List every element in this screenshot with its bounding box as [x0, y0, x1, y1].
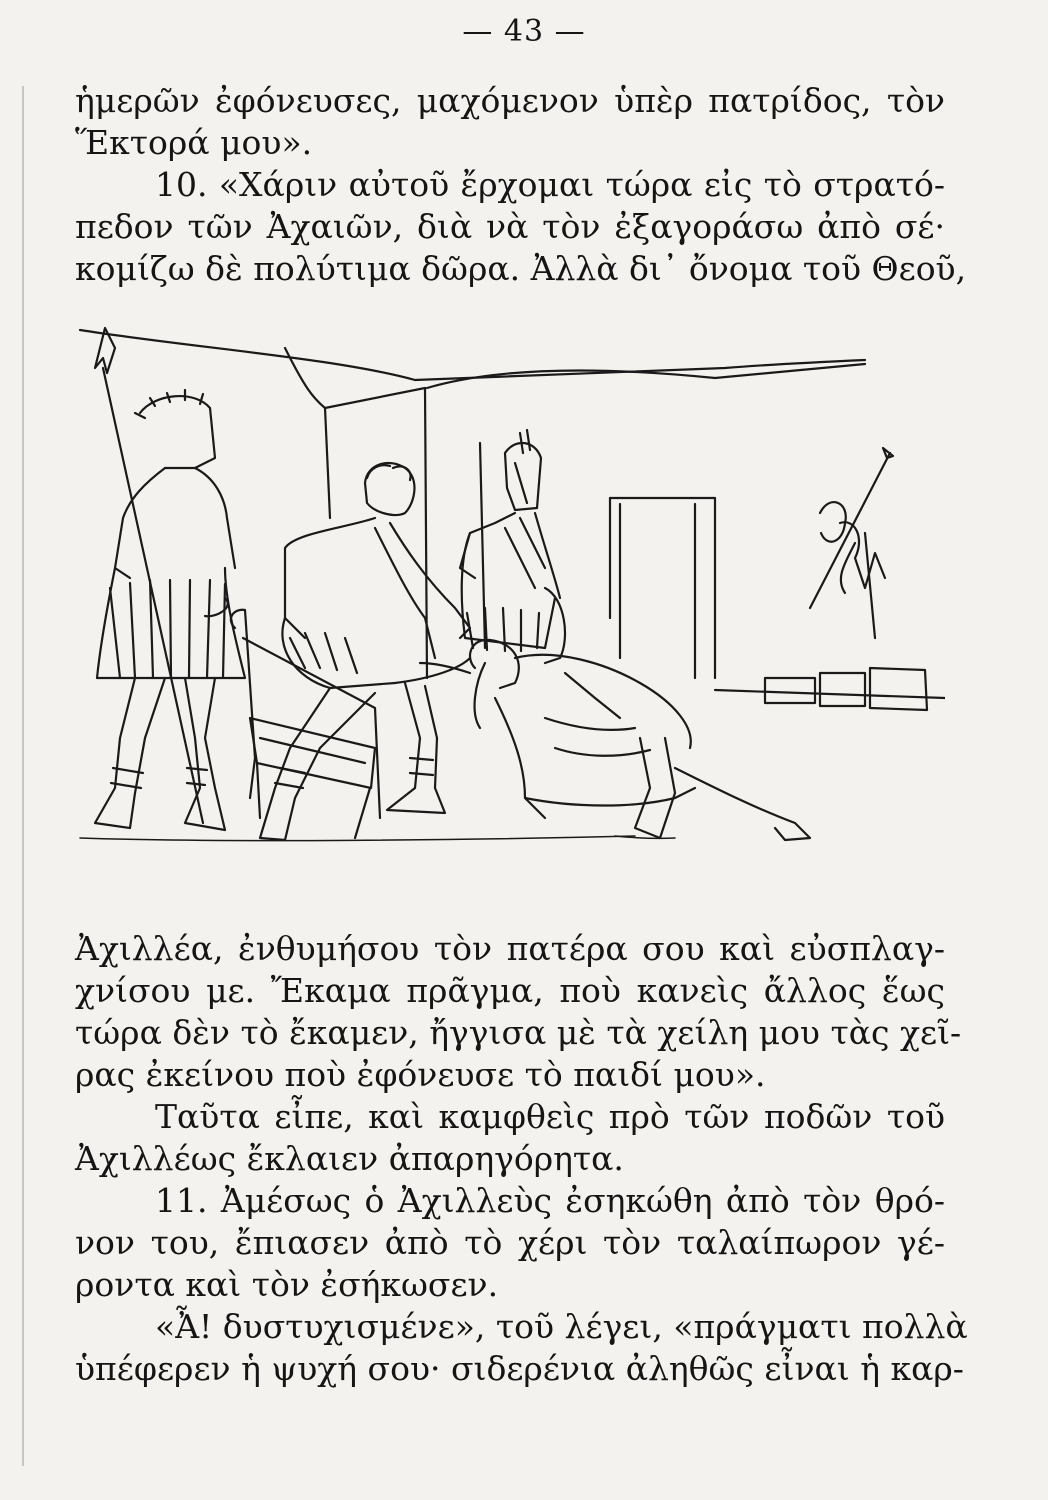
text-line: Ἕκτορά μου».	[75, 123, 313, 162]
text-line: ὑπέφερεν ἡ ψυχή σου· σιδερένια ἀληθῶς εἶναι ἡ καρ-	[75, 1349, 964, 1388]
top-paragraphs	[75, 80, 967, 290]
text-line: τώρα δὲν τὸ ἔκαμεν, ἤγγισα μὲ τὰ χείλη μου τὰς χεῖ-	[75, 1013, 962, 1052]
text-line: ρας ἐκείνου ποὺ ἐφόνευσε τὸ παιδί μου».	[75, 1055, 766, 1094]
text-line: Ἀχιλλέα, ἐνθυμήσου τὸν πατέρα σου καὶ εὐσπλαγ-	[75, 929, 945, 968]
text-line: κομίζω δὲ πολύτιμα δῶρα. Ἀλλὰ δι᾽ ὄνομα τοῦ Θεοῦ,	[75, 249, 967, 288]
page-number: — 43 —	[462, 14, 586, 49]
text-line: «Ἆ! δυστυχισμένε», τοῦ λέγει, «πράγματι πολλὰ	[155, 1307, 968, 1346]
text-line: Ταῦτα εἶπε, καὶ καμφθεὶς πρὸ τῶν ποδῶν τοῦ	[155, 1097, 945, 1136]
bottom-paragraphs	[75, 928, 968, 1390]
engraving-illustration	[75, 318, 945, 878]
text-line: πεδον τῶν Ἀχαιῶν, διὰ νὰ τὸν ἐξαγοράσω ἀπὸ σέ·	[75, 207, 945, 246]
text-line: χνίσου με. Ἔκαμα πρᾶγμα, ποὺ κανεὶς ἄλλος ἕως	[75, 971, 945, 1010]
text-line: ἡμερῶν ἐφόνευσες, μαχόμενον ὑπὲρ πατρίδος, τὸν	[75, 81, 945, 120]
text-line: ροντα καὶ τὸν ἐσήκωσεν.	[75, 1265, 499, 1304]
page-edge-shadow	[22, 86, 24, 1466]
text-line: νον του, ἔπιασεν ἀπὸ τὸ χέρι τὸν ταλαίπωρον γέ-	[75, 1223, 945, 1262]
text-line: 10. «Χάριν αὐτοῦ ἔρχομαι τώρα εἰς τὸ στρατό-	[155, 165, 945, 204]
text-line: Ἀχιλλέως ἔκλαιεν ἀπαρηγόρητα.	[75, 1139, 624, 1178]
text-line: 11. Ἀμέσως ὁ Ἀχιλλεὺς ἐσηκώθη ἀπὸ τὸν θρό-	[155, 1181, 945, 1220]
priam-achilles-engraving-icon	[75, 318, 945, 878]
